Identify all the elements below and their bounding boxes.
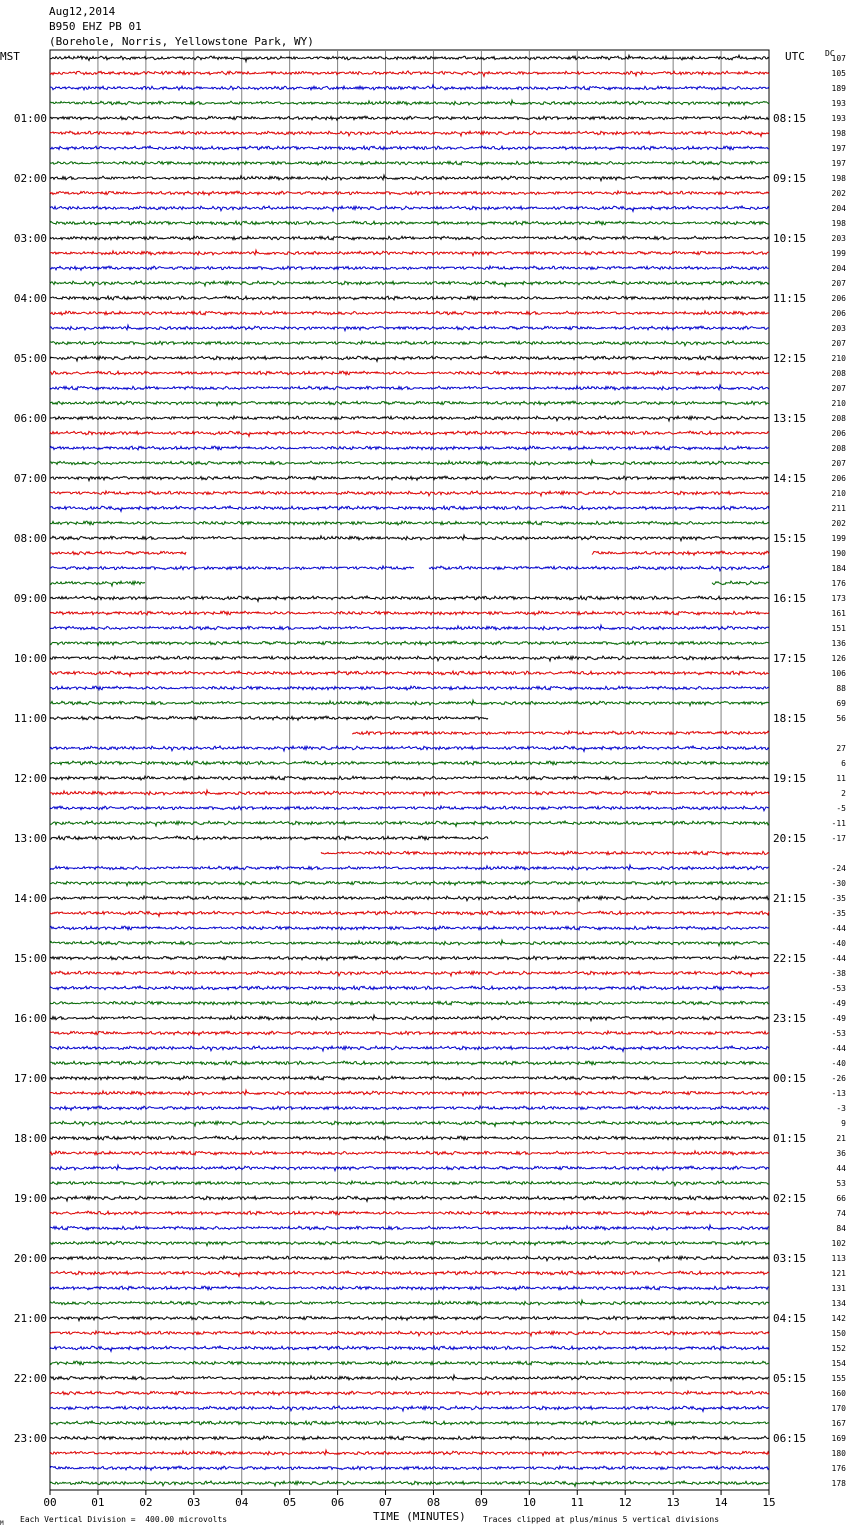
dc-value: -5: [836, 804, 846, 813]
trace-line: [50, 535, 769, 541]
x-tick-label: 10: [522, 1496, 536, 1509]
left-hour-label: 19:00: [13, 1192, 47, 1205]
trace-line: [50, 1031, 769, 1035]
trace-line: [50, 446, 769, 450]
left-hour-label: 08:00: [13, 532, 47, 545]
trace-line: [50, 116, 769, 120]
trace-line: [50, 311, 769, 315]
x-tick-label: 03: [187, 1496, 201, 1509]
trace-line: [50, 700, 769, 706]
right-hour-label: 16:15: [773, 592, 807, 605]
trace-line: [50, 1331, 769, 1336]
dc-value: -40: [831, 1059, 846, 1068]
x-tick-label: 06: [330, 1496, 345, 1509]
trace-line: [50, 401, 769, 406]
trace-line: [50, 476, 769, 481]
trace-line: [50, 881, 769, 886]
trace-line: [50, 146, 769, 150]
right-hour-label: 15:15: [773, 532, 807, 545]
right-hour-label: 04:15: [773, 1312, 807, 1325]
dc-value: 207: [831, 459, 846, 468]
dc-value: 170: [831, 1404, 846, 1413]
dc-value: 193: [831, 114, 846, 123]
dc-value: 206: [831, 474, 846, 483]
trace-line: [50, 986, 769, 990]
left-hour-label: 13:00: [13, 832, 47, 845]
trace-line: [50, 686, 769, 690]
dc-value: 193: [831, 99, 846, 108]
dc-value: 203: [831, 234, 846, 243]
dc-value: 155: [831, 1374, 846, 1383]
trace-line: [50, 1466, 769, 1470]
left-hour-label: 15:00: [13, 952, 47, 965]
trace-line: [50, 1136, 769, 1140]
time-axis: [43, 1490, 775, 1509]
seismic-traces: [50, 55, 769, 1486]
dc-value: 178: [831, 1479, 846, 1488]
trace-line: [50, 281, 769, 286]
trace-line: [50, 1436, 769, 1440]
right-hour-label: 09:15: [773, 172, 807, 185]
trace-line: [50, 836, 769, 840]
dc-value: 169: [831, 1434, 846, 1443]
trace-line: [50, 1241, 769, 1246]
dc-value: 88: [836, 684, 846, 693]
dc-value: 161: [831, 609, 846, 618]
dc-value: 27: [836, 744, 846, 753]
dc-value: 66: [836, 1194, 846, 1203]
dc-value: 202: [831, 189, 846, 198]
trace-line: [50, 1346, 769, 1351]
trace-line: [50, 431, 769, 436]
dc-value: -53: [831, 984, 846, 993]
trace-line: [50, 1450, 769, 1456]
right-timezone-label: UTC: [785, 50, 805, 63]
dc-value: -44: [831, 954, 846, 963]
x-tick-label: 12: [618, 1496, 632, 1509]
dc-value: 134: [831, 1299, 846, 1308]
right-hour-label: 14:15: [773, 472, 807, 485]
x-tick-label: 05: [283, 1496, 297, 1509]
right-hour-label: 10:15: [773, 232, 807, 245]
trace-line: [50, 1375, 769, 1381]
trace-line: [50, 806, 769, 811]
dc-value: -40: [831, 939, 846, 948]
trace-line: [50, 161, 769, 165]
x-tick-label: 07: [378, 1496, 393, 1509]
left-hour-label: 01:00: [13, 112, 47, 125]
trace-line: [50, 625, 769, 630]
trace-line: [50, 1391, 769, 1395]
trace-line: [50, 1090, 769, 1096]
right-hour-label: 17:15: [773, 652, 807, 665]
dc-value: 176: [831, 579, 846, 588]
trace-line: [50, 266, 769, 270]
header-location: (Borehole, Norris, Yellowstone Park, WY): [49, 35, 314, 48]
dc-value: -3: [836, 1104, 846, 1113]
trace-line: [50, 206, 769, 211]
trace-line: [50, 1061, 769, 1065]
trace-line: [50, 1211, 769, 1215]
right-hour-label: 18:15: [773, 712, 807, 725]
dc-value: -44: [831, 924, 846, 933]
dc-value: 102: [831, 1239, 846, 1248]
trace-line: [50, 865, 769, 870]
right-hour-label: 02:15: [773, 1192, 807, 1205]
dc-value: 44: [836, 1164, 846, 1173]
dc-value: 9: [841, 1119, 846, 1128]
dc-value: 21: [836, 1134, 846, 1143]
trace-line: [50, 131, 769, 136]
left-hour-label: 22:00: [13, 1372, 47, 1385]
trace-line: [50, 896, 769, 901]
left-hour-label: 07:00: [13, 472, 47, 485]
x-tick-label: 11: [570, 1496, 584, 1509]
dc-value: 198: [831, 129, 846, 138]
dc-value: 184: [831, 564, 846, 573]
left-hour-label: 10:00: [13, 652, 47, 665]
dc-value: 197: [831, 159, 846, 168]
right-hour-label: 11:15: [773, 292, 807, 305]
trace-line: [50, 1121, 769, 1126]
dc-value: 173: [831, 594, 846, 603]
trace-line: [50, 940, 769, 946]
right-hour-label: 13:15: [773, 412, 807, 425]
dc-value: 142: [831, 1314, 846, 1323]
dc-value: 150: [831, 1329, 846, 1338]
trace-line: [50, 250, 769, 256]
trace-line: [50, 385, 769, 390]
x-tick-label: 08: [426, 1496, 441, 1509]
dc-values: [832, 54, 847, 1488]
dc-value: 198: [831, 174, 846, 183]
dc-value: 206: [831, 294, 846, 303]
trace-line: [50, 296, 769, 300]
trace-line: [50, 1046, 769, 1051]
dc-value: 6: [841, 759, 846, 768]
right-hour-label: 01:15: [773, 1132, 807, 1145]
dc-value: 208: [831, 444, 846, 453]
trace-line: [50, 1361, 769, 1365]
dc-value: -30: [831, 879, 846, 888]
dc-value: 74: [836, 1209, 846, 1218]
trace-line: [50, 641, 769, 646]
left-hour-label: 16:00: [13, 1012, 47, 1025]
left-hour-label: 05:00: [13, 352, 47, 365]
dc-value: 180: [831, 1449, 846, 1458]
trace-line: [50, 356, 769, 361]
trace-line: [50, 191, 769, 195]
dc-value: 121: [831, 1269, 846, 1278]
dc-value: -26: [831, 1074, 846, 1083]
dc-value: -49: [831, 1014, 846, 1023]
trace-line: [50, 971, 769, 976]
dc-value: 204: [831, 204, 846, 213]
trace-line: [321, 851, 769, 855]
x-tick-label: 09: [474, 1496, 489, 1509]
dc-value: 154: [831, 1359, 846, 1368]
trace-line: [50, 1151, 769, 1155]
dc-value: -17: [831, 834, 846, 843]
dc-value: -38: [831, 969, 846, 978]
dc-value: 36: [836, 1149, 846, 1158]
dc-value: 136: [831, 639, 846, 648]
right-hour-label: 19:15: [773, 772, 807, 785]
trace-line: [50, 596, 769, 601]
trace-line: [50, 746, 769, 751]
trace-line: [50, 776, 769, 780]
trace-line: [50, 1316, 769, 1321]
left-hour-label: 23:00: [13, 1432, 47, 1445]
dc-value: 126: [831, 654, 846, 663]
trace-line: [50, 1406, 769, 1411]
left-hour-label: 14:00: [13, 892, 47, 905]
dc-value: 107: [831, 54, 846, 63]
trace-line: [50, 790, 769, 796]
trace-line: [50, 506, 769, 511]
trace-line: [50, 926, 769, 930]
trace-line: [50, 1196, 769, 1201]
right-hour-label: 03:15: [773, 1252, 807, 1265]
dc-value: 198: [831, 219, 846, 228]
trace-line: [50, 956, 769, 960]
dc-value: -24: [831, 864, 846, 873]
left-hour-label: 06:00: [13, 412, 47, 425]
right-hour-label: 06:15: [773, 1432, 807, 1445]
trace-line: [50, 911, 769, 916]
dc-value: 210: [831, 399, 846, 408]
dc-value: 199: [831, 534, 846, 543]
trace-line: [352, 731, 769, 735]
dc-value: 167: [831, 1419, 846, 1428]
dc-value: -35: [831, 909, 846, 918]
x-tick-label: 02: [139, 1496, 153, 1509]
trace-line: [50, 1076, 769, 1080]
dc-value: 106: [831, 669, 846, 678]
right-hour-labels: [773, 112, 806, 1445]
left-hour-label: 04:00: [13, 292, 47, 305]
x-tick-label: 13: [666, 1496, 680, 1509]
trace-line: [50, 100, 769, 106]
right-hour-label: 23:15: [773, 1012, 807, 1025]
dc-value: 208: [831, 414, 846, 423]
dc-value: 207: [831, 339, 846, 348]
dc-value: -44: [831, 1044, 846, 1053]
trace-line: [50, 1286, 769, 1290]
trace-line: [50, 1481, 769, 1486]
x-tick-label: 01: [91, 1496, 105, 1509]
trace-line: [50, 1181, 769, 1186]
clip-note: Traces clipped at plus/minus 5 vertical divisions: [483, 1515, 720, 1524]
dc-value: -49: [831, 999, 846, 1008]
dc-value: 105: [831, 69, 846, 78]
left-hour-label: 09:00: [13, 592, 47, 605]
dc-value: -11: [831, 819, 846, 828]
trace-line: [50, 566, 769, 571]
trace-line: [50, 85, 769, 90]
left-hour-label: 20:00: [13, 1252, 47, 1265]
trace-line: [50, 716, 769, 720]
left-hour-label: 18:00: [13, 1132, 47, 1145]
trace-line: [50, 611, 769, 615]
left-timezone-label: MST: [0, 50, 20, 63]
x-tick-label: 15: [762, 1496, 776, 1509]
trace-line: [50, 416, 769, 421]
x-tick-label: 00: [43, 1496, 57, 1509]
dc-value: 190: [831, 549, 846, 558]
trace-line: [50, 1015, 769, 1021]
x-tick-label: 14: [714, 1496, 728, 1509]
trace-line: [50, 671, 769, 676]
dc-value: 197: [831, 144, 846, 153]
right-hour-label: 12:15: [773, 352, 807, 365]
trace-line: [50, 761, 769, 765]
right-hour-label: 08:15: [773, 112, 807, 125]
trace-line: [50, 1106, 769, 1110]
dc-value: 210: [831, 489, 846, 498]
dc-value: 11: [836, 774, 846, 783]
header-station: B950 EHZ PB 01: [49, 20, 142, 33]
trace-line: [50, 551, 769, 555]
dc-value: 56: [836, 714, 846, 723]
trace-line: [50, 821, 769, 826]
right-hour-label: 20:15: [773, 832, 807, 845]
trace-line: [50, 55, 769, 61]
dc-value: 204: [831, 264, 846, 273]
dc-value: 207: [831, 384, 846, 393]
trace-line: [50, 1421, 769, 1425]
right-hour-label: 22:15: [773, 952, 807, 965]
left-hour-label: 17:00: [13, 1072, 47, 1085]
trace-line: [50, 581, 769, 586]
trace-line: [50, 1001, 769, 1005]
dc-value: 151: [831, 624, 846, 633]
header-date: Aug12,2014: [49, 5, 116, 18]
dc-value: 207: [831, 279, 846, 288]
dc-value: 208: [831, 369, 846, 378]
trace-line: [50, 371, 769, 375]
dc-value: 160: [831, 1389, 846, 1398]
dc-value: 189: [831, 84, 846, 93]
dc-value: -13: [831, 1089, 846, 1098]
x-tick-label: 04: [235, 1496, 249, 1509]
x-axis-title: TIME (MINUTES): [373, 1510, 466, 1523]
trace-line: [50, 1225, 769, 1230]
right-hour-label: 00:15: [773, 1072, 807, 1085]
dc-value: 152: [831, 1344, 846, 1353]
trace-line: [50, 1165, 769, 1171]
left-hour-label: 03:00: [13, 232, 47, 245]
dc-value: 199: [831, 249, 846, 258]
dc-value: 2: [841, 789, 846, 798]
trace-line: [50, 221, 769, 225]
trace-line: [50, 491, 769, 496]
scale-note: Each Vertical Division = 400.00 microvolts: [20, 1515, 228, 1524]
left-hour-label: 21:00: [13, 1312, 47, 1325]
trace-line: [50, 521, 769, 525]
dc-value: 113: [831, 1254, 846, 1263]
dc-value: 210: [831, 354, 846, 363]
left-hour-labels: [14, 112, 47, 1445]
dc-label: DC: [825, 49, 835, 58]
trace-line: [50, 656, 769, 661]
left-hour-label: 11:00: [13, 712, 47, 725]
trace-line: [50, 341, 769, 346]
dc-value: -35: [831, 894, 846, 903]
trace-line: [50, 236, 769, 240]
dc-value: 206: [831, 309, 846, 318]
dc-value: 206: [831, 429, 846, 438]
dc-value: 211: [831, 504, 846, 513]
trace-line: [50, 1300, 769, 1305]
dc-value: 84: [836, 1224, 846, 1233]
trace-line: [50, 175, 769, 181]
right-hour-label: 21:15: [773, 892, 807, 905]
dc-value: 69: [836, 699, 846, 708]
corner-mark: M: [0, 1520, 4, 1527]
dc-value: 203: [831, 324, 846, 333]
trace-line: [50, 1271, 769, 1276]
trace-line: [50, 325, 769, 331]
dc-value: 202: [831, 519, 846, 528]
dc-value: 131: [831, 1284, 846, 1293]
trace-line: [50, 460, 769, 465]
left-hour-label: 02:00: [13, 172, 47, 185]
trace-line: [50, 71, 769, 77]
left-hour-label: 12:00: [13, 772, 47, 785]
dc-value: 53: [836, 1179, 846, 1188]
dc-value: -53: [831, 1029, 846, 1038]
right-hour-label: 05:15: [773, 1372, 807, 1385]
dc-value: 176: [831, 1464, 846, 1473]
trace-line: [50, 1256, 769, 1261]
